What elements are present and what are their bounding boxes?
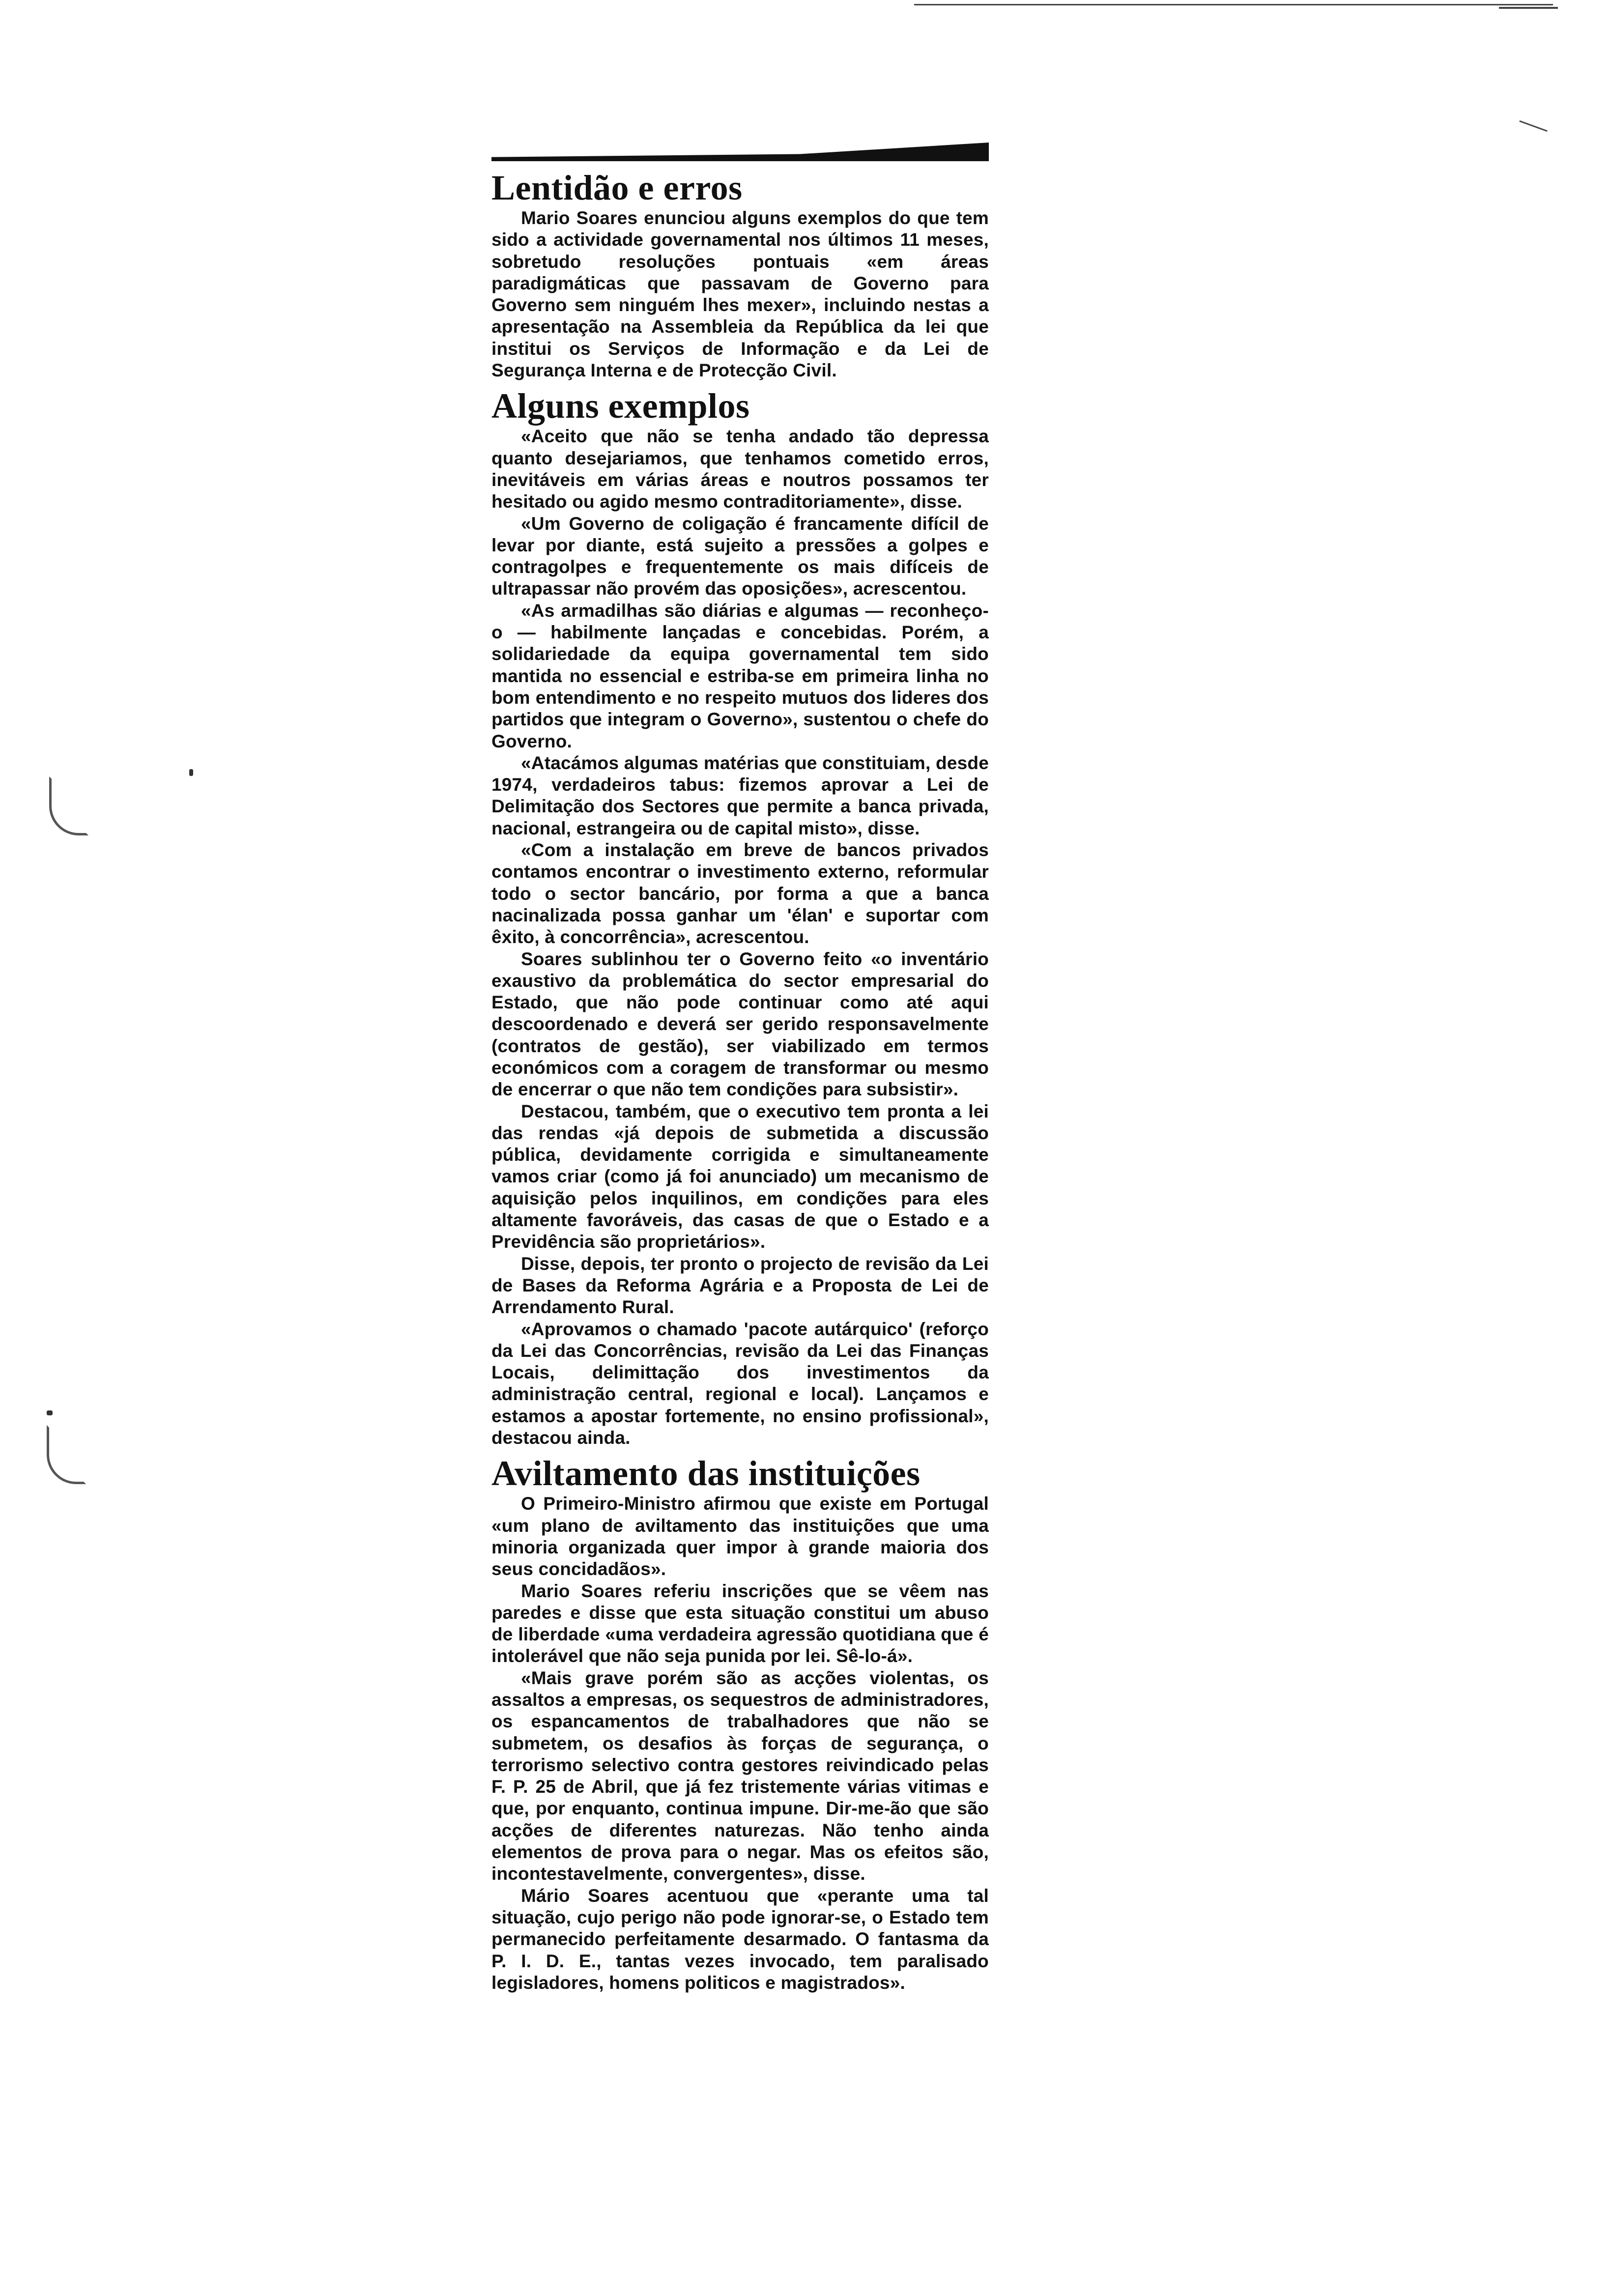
- scan-dot: [189, 769, 193, 776]
- paragraph: Destacou, também, que o executivo tem pronta a lei das rendas «já depois de submetida a discussão pública, devidamente corrigida e simultaneamente vamos criar (como já foi anunciado) um mecanismo de aquisição pelos inquilinos, em condições para eles altamente favoráveis, das casas de que o Estado e a Previdência são proprietários».: [491, 1101, 989, 1252]
- section-heading-lentidao: Lentidão e erros: [491, 168, 743, 207]
- paragraph: «Atacámos algumas matérias que constituiam, desde 1974, verdadeiros tabus: fizemos aprovar a Lei de Delimitação dos Sectores que permite a banca privada, nacional, estrangeira ou de capital misto», disse.: [491, 752, 989, 838]
- paragraph: «Um Governo de coligação é francamente difícil de levar por diante, está sujeito a pressões a golpes e contragolpes e frequentemente os mais difíceis de ultrapassar não provém das oposições», acrescentou.: [491, 513, 989, 599]
- binder-hole-mark: [49, 776, 88, 835]
- paragraph: Disse, depois, ter pronto o projecto de revisão da Lei de Bases da Reforma Agrária e a Proposta de Lei de Arrendamento Rural.: [491, 1253, 989, 1318]
- paragraph: Mário Soares acentuou que «perante uma tal situação, cujo perigo não pode ignorar-se, o Estado tem permanecido perfeitamente desarmado. O fantasma da P. I. D. E., tantas vezes invocado, tem paralisado legisladores, homens politicos e magistrados».: [491, 1885, 989, 1993]
- scan-edge-line: [914, 4, 1553, 5]
- paragraph: «Mais grave porém são as acções violentas, os assaltos a empresas, os sequestros de administradores, os espancamentos de trabalhadores que não se submetem, os desafios às forças de segurança, o terrorismo selectivo contra gestores reivindicado pelas F. P. 25 de Abril, que já fez tristemente várias vitimas e que, por enquanto, continua impune. Dir-me-ão que são acções de diferentes naturezas. Não tenho ainda elementos de prova para o negar. Mas os efeitos são, incontestavelmente, convergentes», disse.: [491, 1667, 989, 1884]
- paragraph: «Com a instalação em breve de bancos privados contamos encontrar o investimento externo, reformular todo o sector bancário, por forma a que a banca nacinalizada possa ganhar um 'élan' e suportar com êxito, à concorrência», acrescentou.: [491, 840, 989, 947]
- paragraph: «Aprovamos o chamado 'pacote autárquico' (reforço da Lei das Concorrências, revisão da Lei das Finanças Locais, delimittação dos investimentos da administração central, regional e local). Lançamos e estamos a apostar fortemente, no ensino profissional», destacou ainda.: [491, 1319, 989, 1448]
- paragraph: Mario Soares enunciou alguns exemplos do que tem sido a actividade governamental nos últimos 11 meses, sobretudo resoluções pontuais «em áreas paradigmáticas que passavam de Governo para Governo sem ninguém lhes mexer», incluindo nestas a apresentação na Assembleia da República da lei que institui os Serviços de Informação e da Lei de Segurança Interna e de Protecção Civil.: [491, 208, 989, 381]
- article-column: [491, 143, 989, 1994]
- paragraph: Mario Soares referiu inscrições que se vêem nas paredes e disse que esta situação constitui um abuso de liberdade «uma verdadeira agressão quotidiana que é intolerável que não seja punida por lei. Sê-lo-á».: [491, 1580, 989, 1666]
- section-heading-aviltamento: Aviltamento das instituições: [491, 1454, 921, 1493]
- scan-dot: [47, 1410, 53, 1415]
- paragraph: «Aceito que não se tenha andado tão depressa quanto desejariamos, que tenhamos cometido erros, inevitáveis em várias áreas e noutros possamos ter hesitado ou agido mesmo contraditoriamente», disse.: [491, 426, 989, 512]
- section-heading-alguns-exemplos: Alguns exemplos: [491, 386, 750, 426]
- scan-edge-mark: [1519, 120, 1547, 132]
- paragraph: «As armadilhas são diárias e algumas — reconheço-o — habilmente lançadas e concebidas. Porém, a solidariedade da equipa governamental tem sido mantida no essencial e estriba-se em primeira linha no bom entendimento e no respeito mutuos dos lideres dos partidos que integram o Governo», sustentou o chefe do Governo.: [491, 600, 989, 751]
- paragraph: O Primeiro-Ministro afirmou que existe em Portugal «um plano de aviltamento das instituições que uma minoria organizada quer impor à grande maioria dos seus concidadãos».: [491, 1493, 989, 1579]
- header-rule: [491, 143, 989, 161]
- binder-hole-mark: [47, 1425, 86, 1484]
- paragraph: Soares sublinhou ter o Governo feito «o inventário exaustivo da problemática do sector empresarial do Estado, que não pode continuar como até aqui descoordenado e deverá ser gerido responsavelmente (contratos de gestão), ser viabilizado em termos económicos com a coragem de transformar ou mesmo de encerrar o que não tem condições para subsistir».: [491, 948, 989, 1100]
- scan-edge-line: [1499, 7, 1558, 9]
